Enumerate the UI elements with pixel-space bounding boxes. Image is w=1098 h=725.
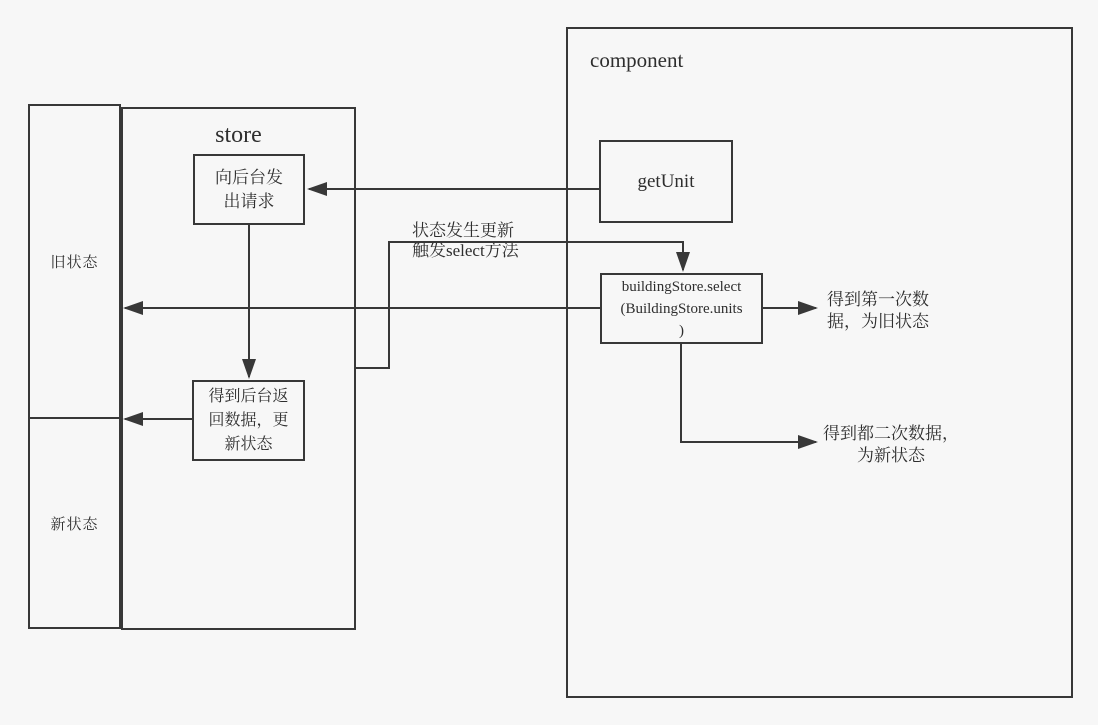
update-trigger-note	[412, 221, 552, 261]
select-box	[600, 273, 763, 344]
first-data-line: 据，为旧状态	[827, 312, 929, 331]
old-state-region	[30, 106, 119, 419]
store-title: store	[215, 122, 262, 148]
first-data-line: 得到第一次数	[827, 290, 929, 309]
request-box	[193, 154, 305, 225]
select-box-line: buildingStore.select	[621, 278, 742, 295]
first-data-note	[827, 289, 949, 333]
second-data-line: 得到都二次数据，	[823, 424, 959, 443]
receive-box-line: 回数据，更	[208, 411, 289, 429]
select-box-line: (BuildingStore.units	[620, 300, 743, 317]
second-data-note	[820, 423, 962, 467]
receive-box-line: 得到后台返	[208, 387, 289, 405]
new-state-label: 新状态	[50, 516, 99, 533]
request-box-line: 向后台发	[215, 167, 283, 187]
getunit-box	[599, 140, 733, 223]
receive-box	[192, 380, 305, 461]
update-trigger-line: 触发select方法	[412, 241, 519, 260]
receive-box-line: 新状态	[224, 435, 273, 453]
update-trigger-line: 状态发生更新	[412, 221, 514, 240]
second-data-line: 为新状态	[857, 446, 925, 465]
new-state-region	[30, 419, 119, 627]
component-box	[566, 27, 1073, 698]
state-panel	[28, 104, 121, 629]
component-title: component	[590, 48, 684, 72]
old-state-label: 旧状态	[50, 255, 99, 271]
getunit-label: getUnit	[637, 170, 695, 192]
request-box-line: 出请求	[223, 191, 275, 211]
select-box-line: )	[679, 322, 684, 339]
